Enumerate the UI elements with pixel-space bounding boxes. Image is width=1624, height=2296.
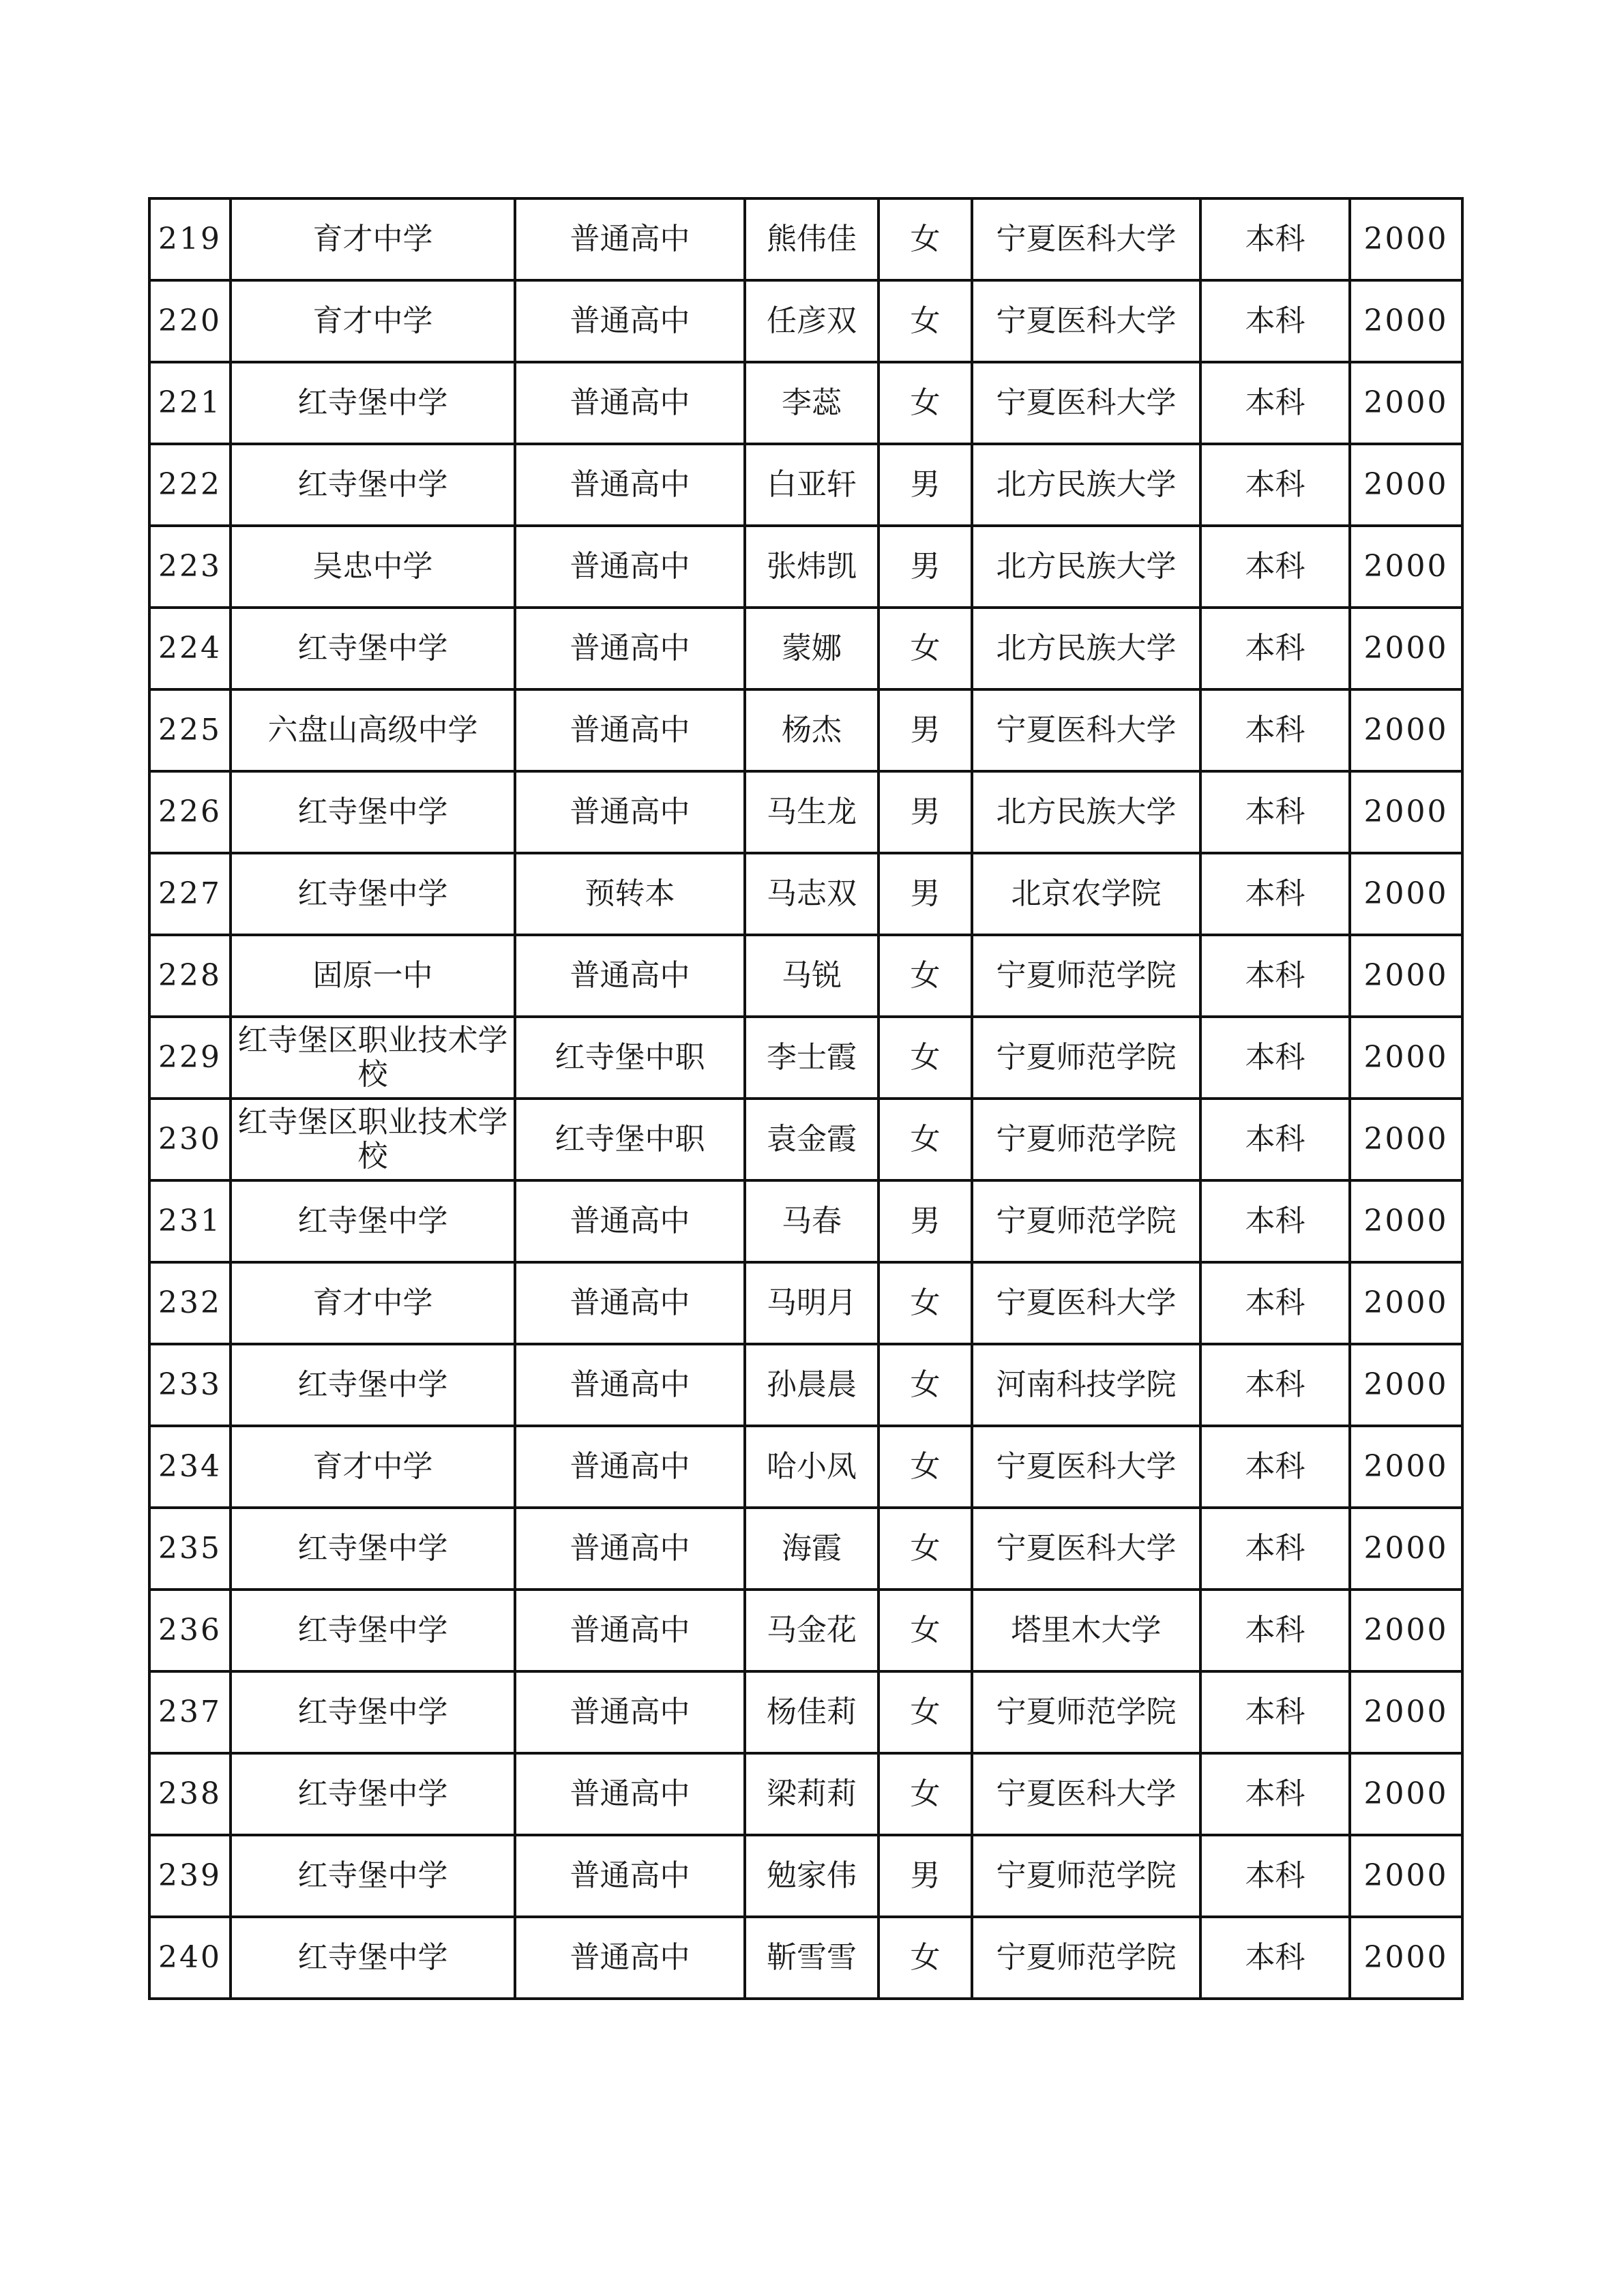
row-number: 221 — [149, 362, 231, 444]
row-number: 231 — [149, 1180, 231, 1262]
table-row — [149, 608, 1462, 689]
row-number: 239 — [149, 1835, 231, 1917]
student-name: 熊伟佳 — [745, 198, 879, 280]
gender: 男 — [879, 853, 972, 935]
award-amount: 2000 — [1350, 771, 1462, 853]
school-name: 红寺堡中学 — [231, 771, 515, 853]
enrollment-category: 预转本 — [515, 853, 745, 935]
education-level: 本科 — [1200, 935, 1350, 1017]
enrollment-category: 普通高中 — [515, 608, 745, 689]
university: 宁夏医科大学 — [972, 1508, 1200, 1590]
school-name: 红寺堡中学 — [231, 1180, 515, 1262]
enrollment-category: 普通高中 — [515, 1917, 745, 1999]
student-name: 杨杰 — [745, 689, 879, 771]
award-amount: 2000 — [1350, 1017, 1462, 1099]
education-level: 本科 — [1200, 1917, 1350, 1999]
row-number: 224 — [149, 608, 231, 689]
award-amount: 2000 — [1350, 1753, 1462, 1835]
gender: 男 — [879, 526, 972, 608]
award-amount: 2000 — [1350, 526, 1462, 608]
gender: 女 — [879, 1262, 972, 1344]
table-row — [149, 362, 1462, 444]
table-row — [149, 1671, 1462, 1753]
enrollment-category: 普通高中 — [515, 1426, 745, 1508]
row-number: 225 — [149, 689, 231, 771]
education-level: 本科 — [1200, 1017, 1350, 1099]
university: 宁夏医科大学 — [972, 198, 1200, 280]
award-amount: 2000 — [1350, 608, 1462, 689]
student-name: 马生龙 — [745, 771, 879, 853]
school-name: 育才中学 — [231, 1262, 515, 1344]
education-level: 本科 — [1200, 853, 1350, 935]
gender: 女 — [879, 362, 972, 444]
school-name: 红寺堡中学 — [231, 853, 515, 935]
school-name: 红寺堡区职业技术学校 — [231, 1017, 515, 1099]
school-name: 红寺堡中学 — [231, 1753, 515, 1835]
university: 宁夏医科大学 — [972, 1262, 1200, 1344]
student-name: 马明月 — [745, 1262, 879, 1344]
table-row — [149, 689, 1462, 771]
gender: 女 — [879, 608, 972, 689]
row-number: 227 — [149, 853, 231, 935]
education-level: 本科 — [1200, 689, 1350, 771]
gender: 女 — [879, 198, 972, 280]
student-roster-table — [148, 197, 1464, 2000]
enrollment-category: 普通高中 — [515, 1344, 745, 1426]
education-level: 本科 — [1200, 1753, 1350, 1835]
row-number: 237 — [149, 1671, 231, 1753]
university: 宁夏师范学院 — [972, 1180, 1200, 1262]
row-number: 234 — [149, 1426, 231, 1508]
student-name: 马金花 — [745, 1590, 879, 1671]
student-name: 哈小凤 — [745, 1426, 879, 1508]
award-amount: 2000 — [1350, 853, 1462, 935]
student-name: 白亚轩 — [745, 444, 879, 526]
university: 宁夏医科大学 — [972, 1753, 1200, 1835]
school-name: 红寺堡中学 — [231, 608, 515, 689]
gender: 男 — [879, 689, 972, 771]
school-name: 红寺堡中学 — [231, 1917, 515, 1999]
student-name: 杨佳莉 — [745, 1671, 879, 1753]
education-level: 本科 — [1200, 771, 1350, 853]
award-amount: 2000 — [1350, 1917, 1462, 1999]
school-name: 六盘山高级中学 — [231, 689, 515, 771]
student-name: 李士霞 — [745, 1017, 879, 1099]
gender: 女 — [879, 1017, 972, 1099]
award-amount: 2000 — [1350, 1835, 1462, 1917]
gender: 女 — [879, 1426, 972, 1508]
row-number: 232 — [149, 1262, 231, 1344]
award-amount: 2000 — [1350, 1344, 1462, 1426]
table-row — [149, 1590, 1462, 1671]
school-name: 红寺堡中学 — [231, 1671, 515, 1753]
student-name: 海霞 — [745, 1508, 879, 1590]
award-amount: 2000 — [1350, 1508, 1462, 1590]
row-number: 226 — [149, 771, 231, 853]
table-row — [149, 1835, 1462, 1917]
school-name: 红寺堡中学 — [231, 1344, 515, 1426]
education-level: 本科 — [1200, 1344, 1350, 1426]
award-amount: 2000 — [1350, 1590, 1462, 1671]
table-row — [149, 1017, 1462, 1099]
enrollment-category: 普通高中 — [515, 1753, 745, 1835]
gender: 女 — [879, 935, 972, 1017]
row-number: 235 — [149, 1508, 231, 1590]
gender: 女 — [879, 1917, 972, 1999]
roster-body — [149, 198, 1462, 1999]
education-level: 本科 — [1200, 608, 1350, 689]
table-row — [149, 771, 1462, 853]
gender: 男 — [879, 444, 972, 526]
university: 宁夏医科大学 — [972, 1426, 1200, 1508]
table-row — [149, 1344, 1462, 1426]
education-level: 本科 — [1200, 1099, 1350, 1180]
row-number: 240 — [149, 1917, 231, 1999]
gender: 男 — [879, 1835, 972, 1917]
table-row — [149, 1262, 1462, 1344]
award-amount: 2000 — [1350, 198, 1462, 280]
award-amount: 2000 — [1350, 1099, 1462, 1180]
school-name: 育才中学 — [231, 1426, 515, 1508]
education-level: 本科 — [1200, 526, 1350, 608]
enrollment-category: 普通高中 — [515, 1835, 745, 1917]
enrollment-category: 普通高中 — [515, 198, 745, 280]
school-name: 红寺堡中学 — [231, 1590, 515, 1671]
student-name: 梁莉莉 — [745, 1753, 879, 1835]
enrollment-category: 普通高中 — [515, 362, 745, 444]
enrollment-category: 普通高中 — [515, 1180, 745, 1262]
education-level: 本科 — [1200, 362, 1350, 444]
education-level: 本科 — [1200, 1180, 1350, 1262]
student-name: 张炜凯 — [745, 526, 879, 608]
university: 河南科技学院 — [972, 1344, 1200, 1426]
enrollment-category: 普通高中 — [515, 526, 745, 608]
table-row — [149, 526, 1462, 608]
student-name: 马春 — [745, 1180, 879, 1262]
gender: 男 — [879, 1180, 972, 1262]
gender: 女 — [879, 1671, 972, 1753]
student-name: 袁金霞 — [745, 1099, 879, 1180]
school-name: 吴忠中学 — [231, 526, 515, 608]
row-number: 229 — [149, 1017, 231, 1099]
gender: 男 — [879, 771, 972, 853]
school-name: 育才中学 — [231, 280, 515, 362]
row-number: 222 — [149, 444, 231, 526]
education-level: 本科 — [1200, 1835, 1350, 1917]
table-row — [149, 198, 1462, 280]
enrollment-category: 红寺堡中职 — [515, 1099, 745, 1180]
award-amount: 2000 — [1350, 280, 1462, 362]
gender: 女 — [879, 1344, 972, 1426]
university: 宁夏师范学院 — [972, 1917, 1200, 1999]
row-number: 236 — [149, 1590, 231, 1671]
table-row — [149, 1099, 1462, 1180]
row-number: 219 — [149, 198, 231, 280]
table-row — [149, 1180, 1462, 1262]
education-level: 本科 — [1200, 444, 1350, 526]
table-row — [149, 1508, 1462, 1590]
student-name: 马志双 — [745, 853, 879, 935]
school-name: 育才中学 — [231, 198, 515, 280]
education-level: 本科 — [1200, 1671, 1350, 1753]
university: 宁夏医科大学 — [972, 689, 1200, 771]
row-number: 228 — [149, 935, 231, 1017]
enrollment-category: 普通高中 — [515, 1590, 745, 1671]
enrollment-category: 红寺堡中职 — [515, 1017, 745, 1099]
enrollment-category: 普通高中 — [515, 935, 745, 1017]
student-name: 任彦双 — [745, 280, 879, 362]
table-row — [149, 444, 1462, 526]
row-number: 220 — [149, 280, 231, 362]
university: 北京农学院 — [972, 853, 1200, 935]
enrollment-category: 普通高中 — [515, 771, 745, 853]
school-name: 红寺堡中学 — [231, 362, 515, 444]
gender: 女 — [879, 280, 972, 362]
university: 宁夏师范学院 — [972, 1671, 1200, 1753]
award-amount: 2000 — [1350, 935, 1462, 1017]
award-amount: 2000 — [1350, 1262, 1462, 1344]
enrollment-category: 普通高中 — [515, 1508, 745, 1590]
table-row — [149, 280, 1462, 362]
university: 北方民族大学 — [972, 771, 1200, 853]
school-name: 红寺堡中学 — [231, 1835, 515, 1917]
gender: 女 — [879, 1590, 972, 1671]
row-number: 233 — [149, 1344, 231, 1426]
school-name: 红寺堡中学 — [231, 1508, 515, 1590]
university: 北方民族大学 — [972, 444, 1200, 526]
university: 宁夏医科大学 — [972, 280, 1200, 362]
university: 宁夏师范学院 — [972, 1835, 1200, 1917]
gender: 女 — [879, 1753, 972, 1835]
gender: 女 — [879, 1508, 972, 1590]
education-level: 本科 — [1200, 1262, 1350, 1344]
award-amount: 2000 — [1350, 689, 1462, 771]
university: 宁夏师范学院 — [972, 1017, 1200, 1099]
university: 北方民族大学 — [972, 526, 1200, 608]
student-name: 孙晨晨 — [745, 1344, 879, 1426]
table-row — [149, 853, 1462, 935]
education-level: 本科 — [1200, 1508, 1350, 1590]
enrollment-category: 普通高中 — [515, 689, 745, 771]
school-name: 红寺堡中学 — [231, 444, 515, 526]
table-row — [149, 935, 1462, 1017]
education-level: 本科 — [1200, 198, 1350, 280]
school-name: 红寺堡区职业技术学校 — [231, 1099, 515, 1180]
enrollment-category: 普通高中 — [515, 1671, 745, 1753]
row-number: 238 — [149, 1753, 231, 1835]
table-row — [149, 1753, 1462, 1835]
education-level: 本科 — [1200, 280, 1350, 362]
student-name: 李蕊 — [745, 362, 879, 444]
student-name: 勉家伟 — [745, 1835, 879, 1917]
university: 北方民族大学 — [972, 608, 1200, 689]
table-row — [149, 1426, 1462, 1508]
award-amount: 2000 — [1350, 362, 1462, 444]
award-amount: 2000 — [1350, 1671, 1462, 1753]
enrollment-category: 普通高中 — [515, 280, 745, 362]
university: 塔里木大学 — [972, 1590, 1200, 1671]
student-name: 靳雪雪 — [745, 1917, 879, 1999]
award-amount: 2000 — [1350, 444, 1462, 526]
award-amount: 2000 — [1350, 1426, 1462, 1508]
table-row — [149, 1917, 1462, 1999]
education-level: 本科 — [1200, 1426, 1350, 1508]
student-name: 蒙娜 — [745, 608, 879, 689]
enrollment-category: 普通高中 — [515, 1262, 745, 1344]
university: 宁夏医科大学 — [972, 362, 1200, 444]
row-number: 223 — [149, 526, 231, 608]
school-name: 固原一中 — [231, 935, 515, 1017]
award-amount: 2000 — [1350, 1180, 1462, 1262]
university: 宁夏师范学院 — [972, 935, 1200, 1017]
education-level: 本科 — [1200, 1590, 1350, 1671]
enrollment-category: 普通高中 — [515, 444, 745, 526]
row-number: 230 — [149, 1099, 231, 1180]
gender: 女 — [879, 1099, 972, 1180]
student-name: 马锐 — [745, 935, 879, 1017]
university: 宁夏师范学院 — [972, 1099, 1200, 1180]
